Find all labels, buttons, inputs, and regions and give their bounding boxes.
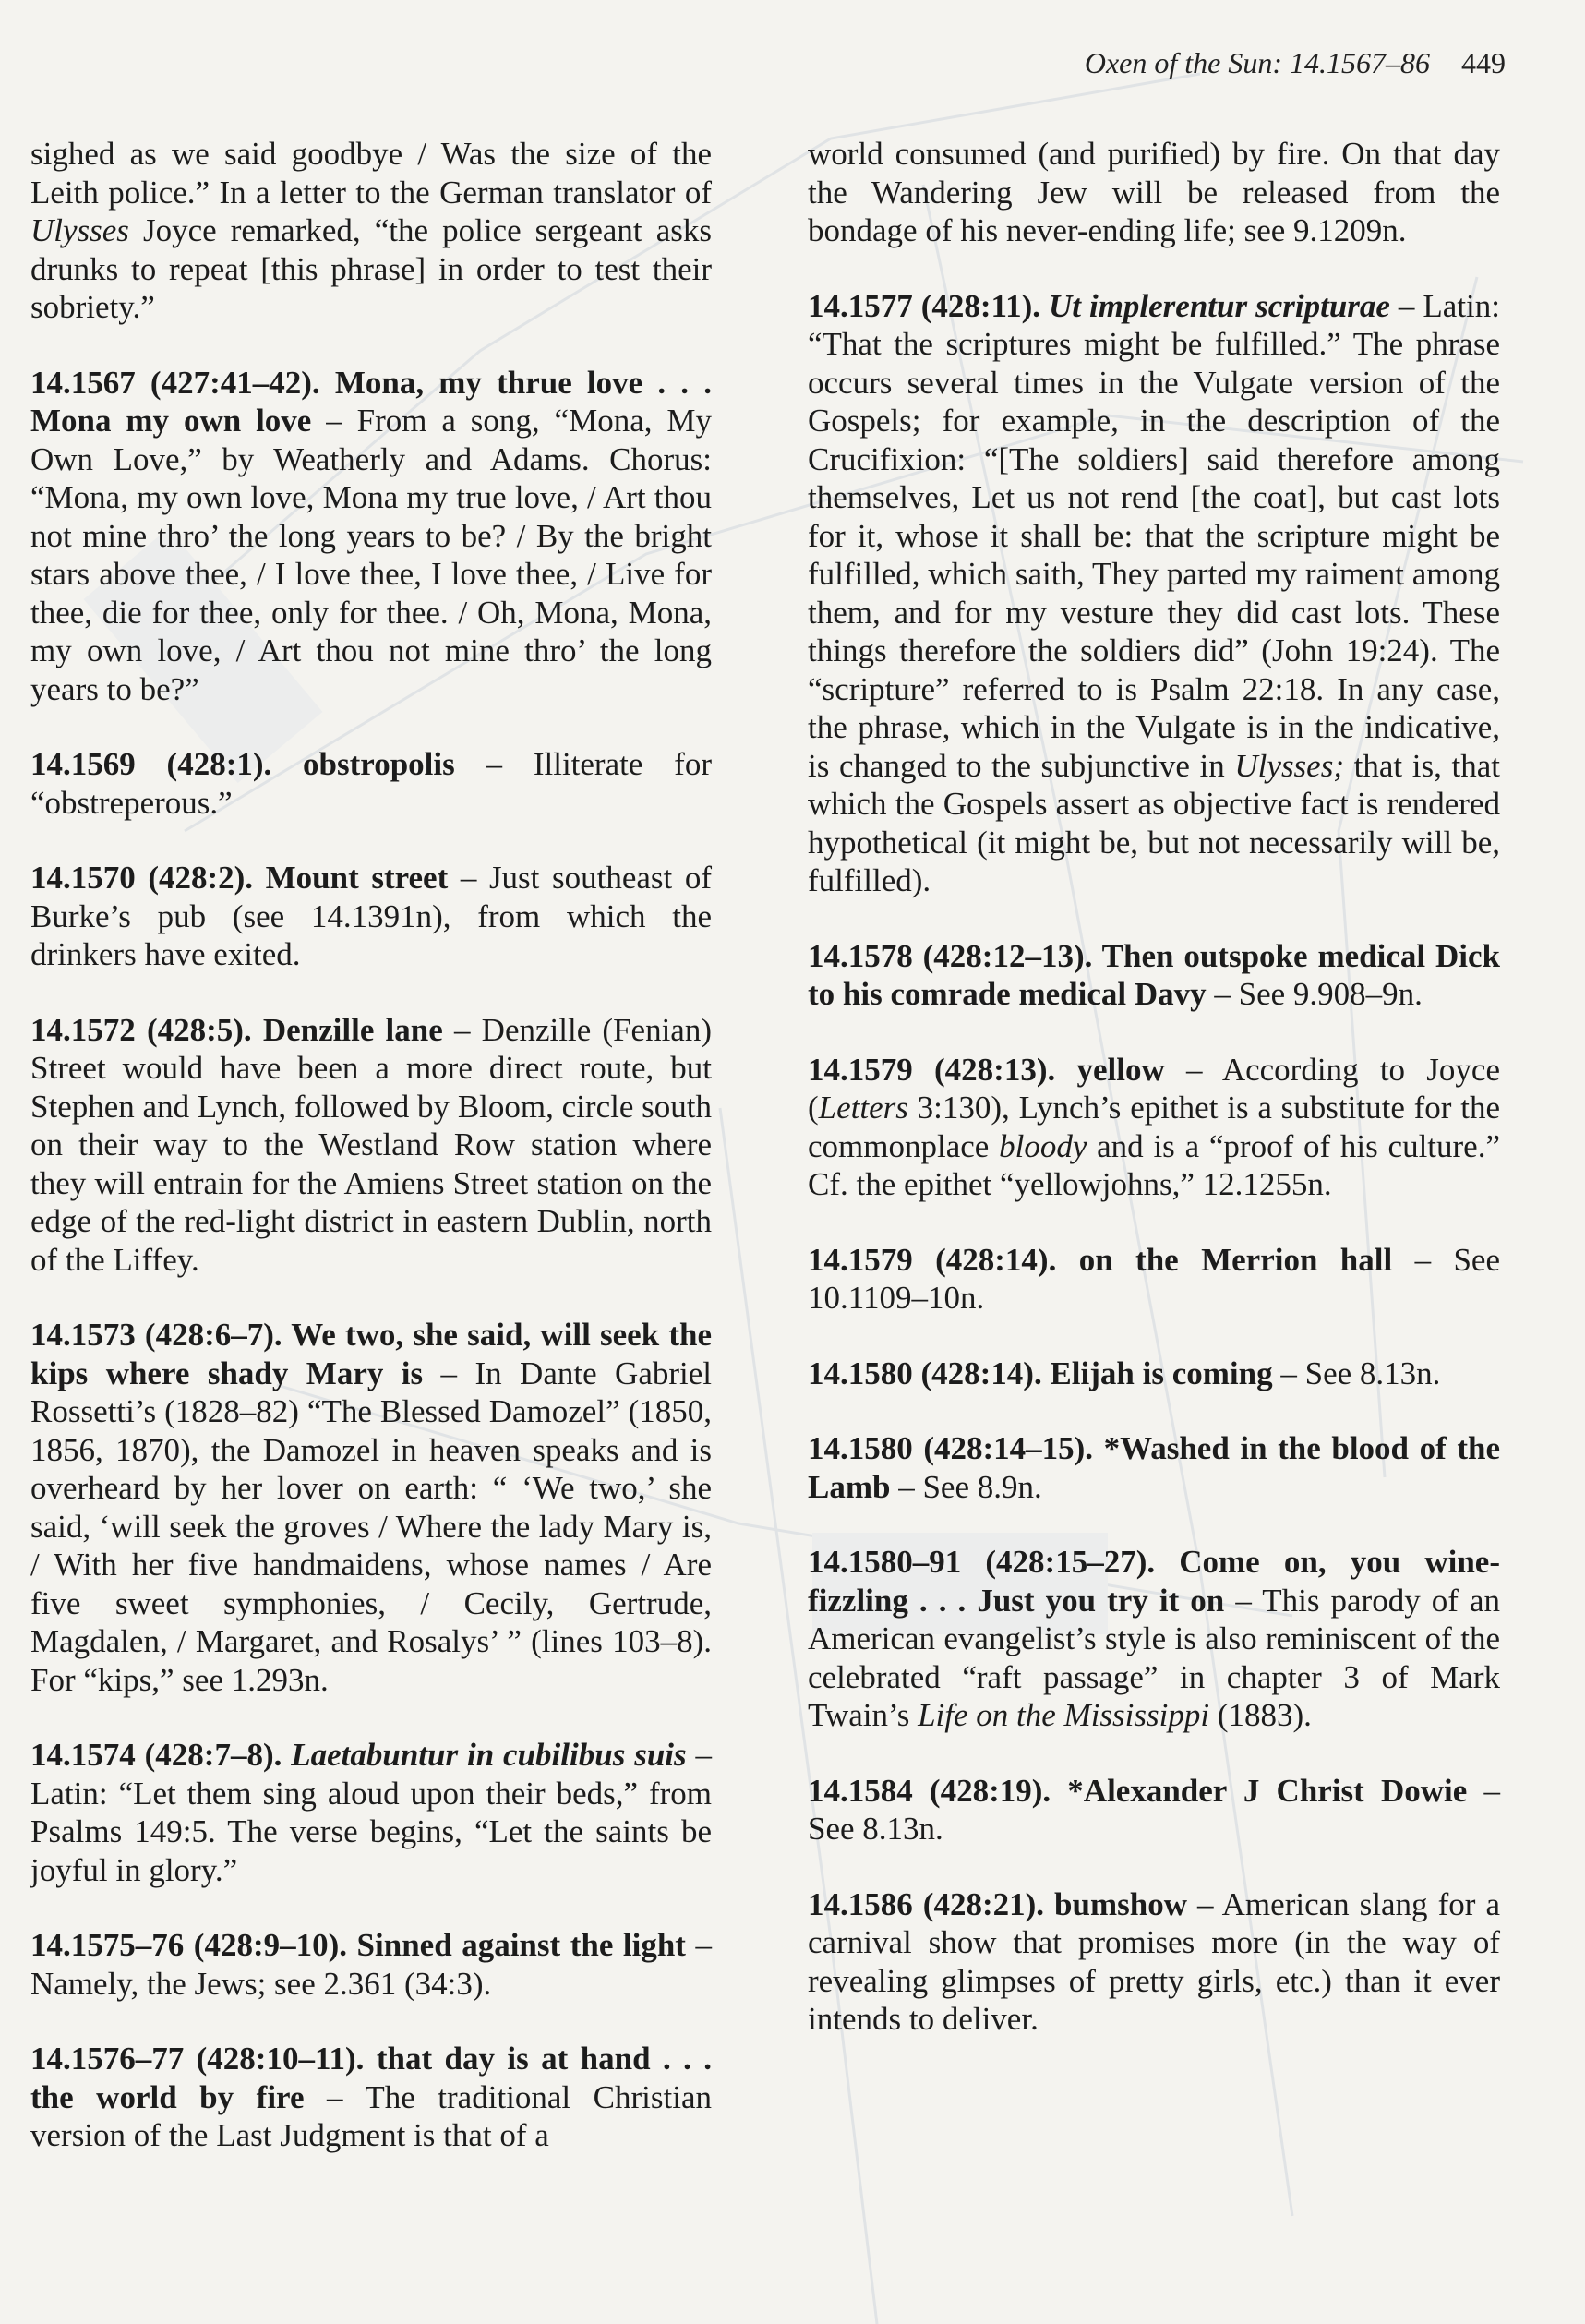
note-14-1569: 14.1569 (428:1). obstropolis – Illiterate for “obstreperous.” xyxy=(30,746,712,821)
note-ref: 14.1579 (428:13). yellow xyxy=(808,1051,1165,1088)
left-continuation: sighed as we said goodbye / Was the size of the Leith police.” In a letter to the German translator of Ulysses Joyce remarked, “the police sergeant asks drunks to repeat [this phrase] in order to test their sobriety.” xyxy=(30,136,712,325)
note-ref: 14.1584 (428:19). *Alexander J Christ Dowie xyxy=(808,1772,1468,1809)
note-14-1579-merrion: 14.1579 (428:14). on the Merrion hall – See 10.1109–10n. xyxy=(808,1241,1500,1316)
note-ref: 14.1570 (428:2). Mount street xyxy=(30,860,449,896)
note-ref: 14.1572 (428:5). Denzille lane xyxy=(30,1011,443,1048)
note-14-1586: 14.1586 (428:21). bumshow – American slang for a carnival show that promises more (in the way of revealing glimpses of pretty girls, etc.) than it ever intends to deliver. xyxy=(808,1885,1500,2037)
note-ref: 14.1575–76 (428:9–10). Sinned against the light xyxy=(30,1927,686,1963)
right-column xyxy=(808,135,1500,2076)
note-14-1576: 14.1576–77 (428:10–11). that day is at hand . . . the world by fire – The traditional Christian version of the Last Judgment is that of a xyxy=(30,2041,712,2153)
note-14-1573: 14.1573 (428:6–7). We two, she said, will seek the kips where shady Mary is – In Dante Gabriel Rossetti’s (1828–82) “The Blessed Damozel” (1850, 1856, 1870), the Damozel in heaven speaks and is overheard by her lover on earth: “ ‘We two,’ she said, ‘will seek the groves / Where the lady Mary is, / With her five handmaidens, whose names / Are five sweet symphonies, / Cecily, Gertrude, Magdalen, / Margaret, and Rosalys’ ” (lines 103–8). For “kips,” see 1.293n. xyxy=(30,1317,712,1698)
note-ref: 14.1569 (428:1). obstropolis xyxy=(30,746,455,782)
note-14-1574: 14.1574 (428:7–8). Laetabuntur in cubilibus suis – Latin: “Let them sing aloud upon their beds,” from Psalms 149:5. The verse begins, “Let the saints be joyful in glory.” xyxy=(30,1737,713,1888)
note-14-1580-91: 14.1580–91 (428:15–27). Come on, you winefizzling . . . Just you try it on – This parody of an American evangelist’s style is also reminiscent of the celebrated “raft passage” in chapter 3 of Mark Twain’s Life on the Mississippi (1883). xyxy=(808,1544,1500,1733)
note-ref: 14.1573 (428:6–7). We two, she said, will seek the kips where shady Mary is xyxy=(30,1317,712,1391)
right-continuation: world consumed (and purified) by fire. On that day the Wandering Jew will be released from the bondage of his never-ending life; see 9.1209n. xyxy=(808,136,1500,248)
note-14-1575: 14.1575–76 (428:9–10). Sinned against the light – Namely, the Jews; see 2.361 (34:3). xyxy=(30,1927,713,2002)
note-14-1567: 14.1567 (427:41–42). Mona, my thrue love . . . Mona my own love – From a song, “Mona, My Own Love,” by Weatherly and Adams. Chorus: “Mona, my own love, Mona my true love, / Art thou not mine thro’ the long years to be? / By the bright stars above thee, / I love thee, I love thee, / Live for thee, die for thee, only for thee. / Oh, Mona, Mona, my own love, / Art thou not mine thro’ the long years to be?” xyxy=(30,364,713,707)
note-14-1579-yellow: 14.1579 (428:13). yellow – According to Joyce (Letters 3:130), Lynch’s epithet is a substitute for the commonplace bloody and is a “proof of his culture.” Cf. the epithet “yellowjohns,” 12.1255n. xyxy=(808,1051,1501,1202)
note-ref: 14.1578 (428:12–13). Then outspoke medical Dick to his comrade medical Davy xyxy=(808,937,1500,1012)
note-ref: 14.1576–77 (428:10–11). that day is at hand . . . the world by fire xyxy=(30,2041,712,2115)
left-column xyxy=(30,135,712,2192)
note-14-1577: 14.1577 (428:11). Ut implerentur scripturae – Latin: “That the scriptures might be fulfilled.” The phrase occurs several times in the Vulgate version of the Gospels; for example, in the description of the Crucifixion: “[The soldiers] said therefore among themselves, Let us not rend [the coat], but cast lots for it, whose it shall be: that the scripture might be fulfilled, which saith, They parted my raiment among them, and for my vesture they did cast lots. These things therefore the soldiers did” (John 19:24). The “scripture” referred to is Psalm 22:18. In any case, the phrase, which in the Vulgate is in the indicative, is changed to the subjunctive in Ulysses; that is, that which the Gospels assert as objective fact is rendered hypothetical (it might be, but not necessarily will be, fulfilled). xyxy=(808,287,1500,898)
note-14-1584: 14.1584 (428:19). *Alexander J Christ Dowie – See 8.13n. xyxy=(808,1772,1500,1847)
note-ref: 14.1577 (428:11). xyxy=(808,287,1049,324)
note-ref: 14.1580 (428:14–15). *Washed in the blood of the Lamb xyxy=(808,1430,1500,1505)
page-number: 449 xyxy=(1461,46,1506,79)
note-ref: 14.1579 (428:14). on the Merrion hall xyxy=(808,1241,1393,1278)
note-14-1580-washed: 14.1580 (428:14–15). *Washed in the blood of the Lamb – See 8.9n. xyxy=(808,1430,1500,1505)
running-head xyxy=(1085,44,1506,81)
running-title: Oxen of the Sun: 14.1567–86 xyxy=(1084,46,1430,79)
note-14-1570: 14.1570 (428:2). Mount street – Just southeast of Burke’s pub (see 14.1391n), from which the drinkers have exited. xyxy=(30,860,712,972)
note-ref: 14.1580–91 (428:15–27). Come on, you winefizzling . . . Just you try it on xyxy=(808,1544,1500,1619)
note-ref: 14.1567 (427:41–42). Mona, my thrue love . . . Mona my own love xyxy=(30,364,712,439)
note-ref: 14.1574 (428:7–8). xyxy=(30,1737,292,1773)
note-ref: 14.1580 (428:14). Elijah is coming xyxy=(808,1355,1273,1391)
note-14-1578: 14.1578 (428:12–13). Then outspoke medical Dick to his comrade medical Davy – See 9.908–9n. xyxy=(808,937,1500,1012)
note-14-1580-elijah: 14.1580 (428:14). Elijah is coming – See 8.13n. xyxy=(808,1355,1441,1391)
note-14-1572: 14.1572 (428:5). Denzille lane – Denzille (Fenian) Street would have been a more direct route, but Stephen and Lynch, followed by Bloom, circle south on their way to the Westland Row station where they will entrain for the Amiens Street station on the edge of the red-light district in eastern Dublin, north of the Liffey. xyxy=(30,1011,712,1278)
note-ref: 14.1586 (428:21). bumshow xyxy=(808,1885,1187,1922)
